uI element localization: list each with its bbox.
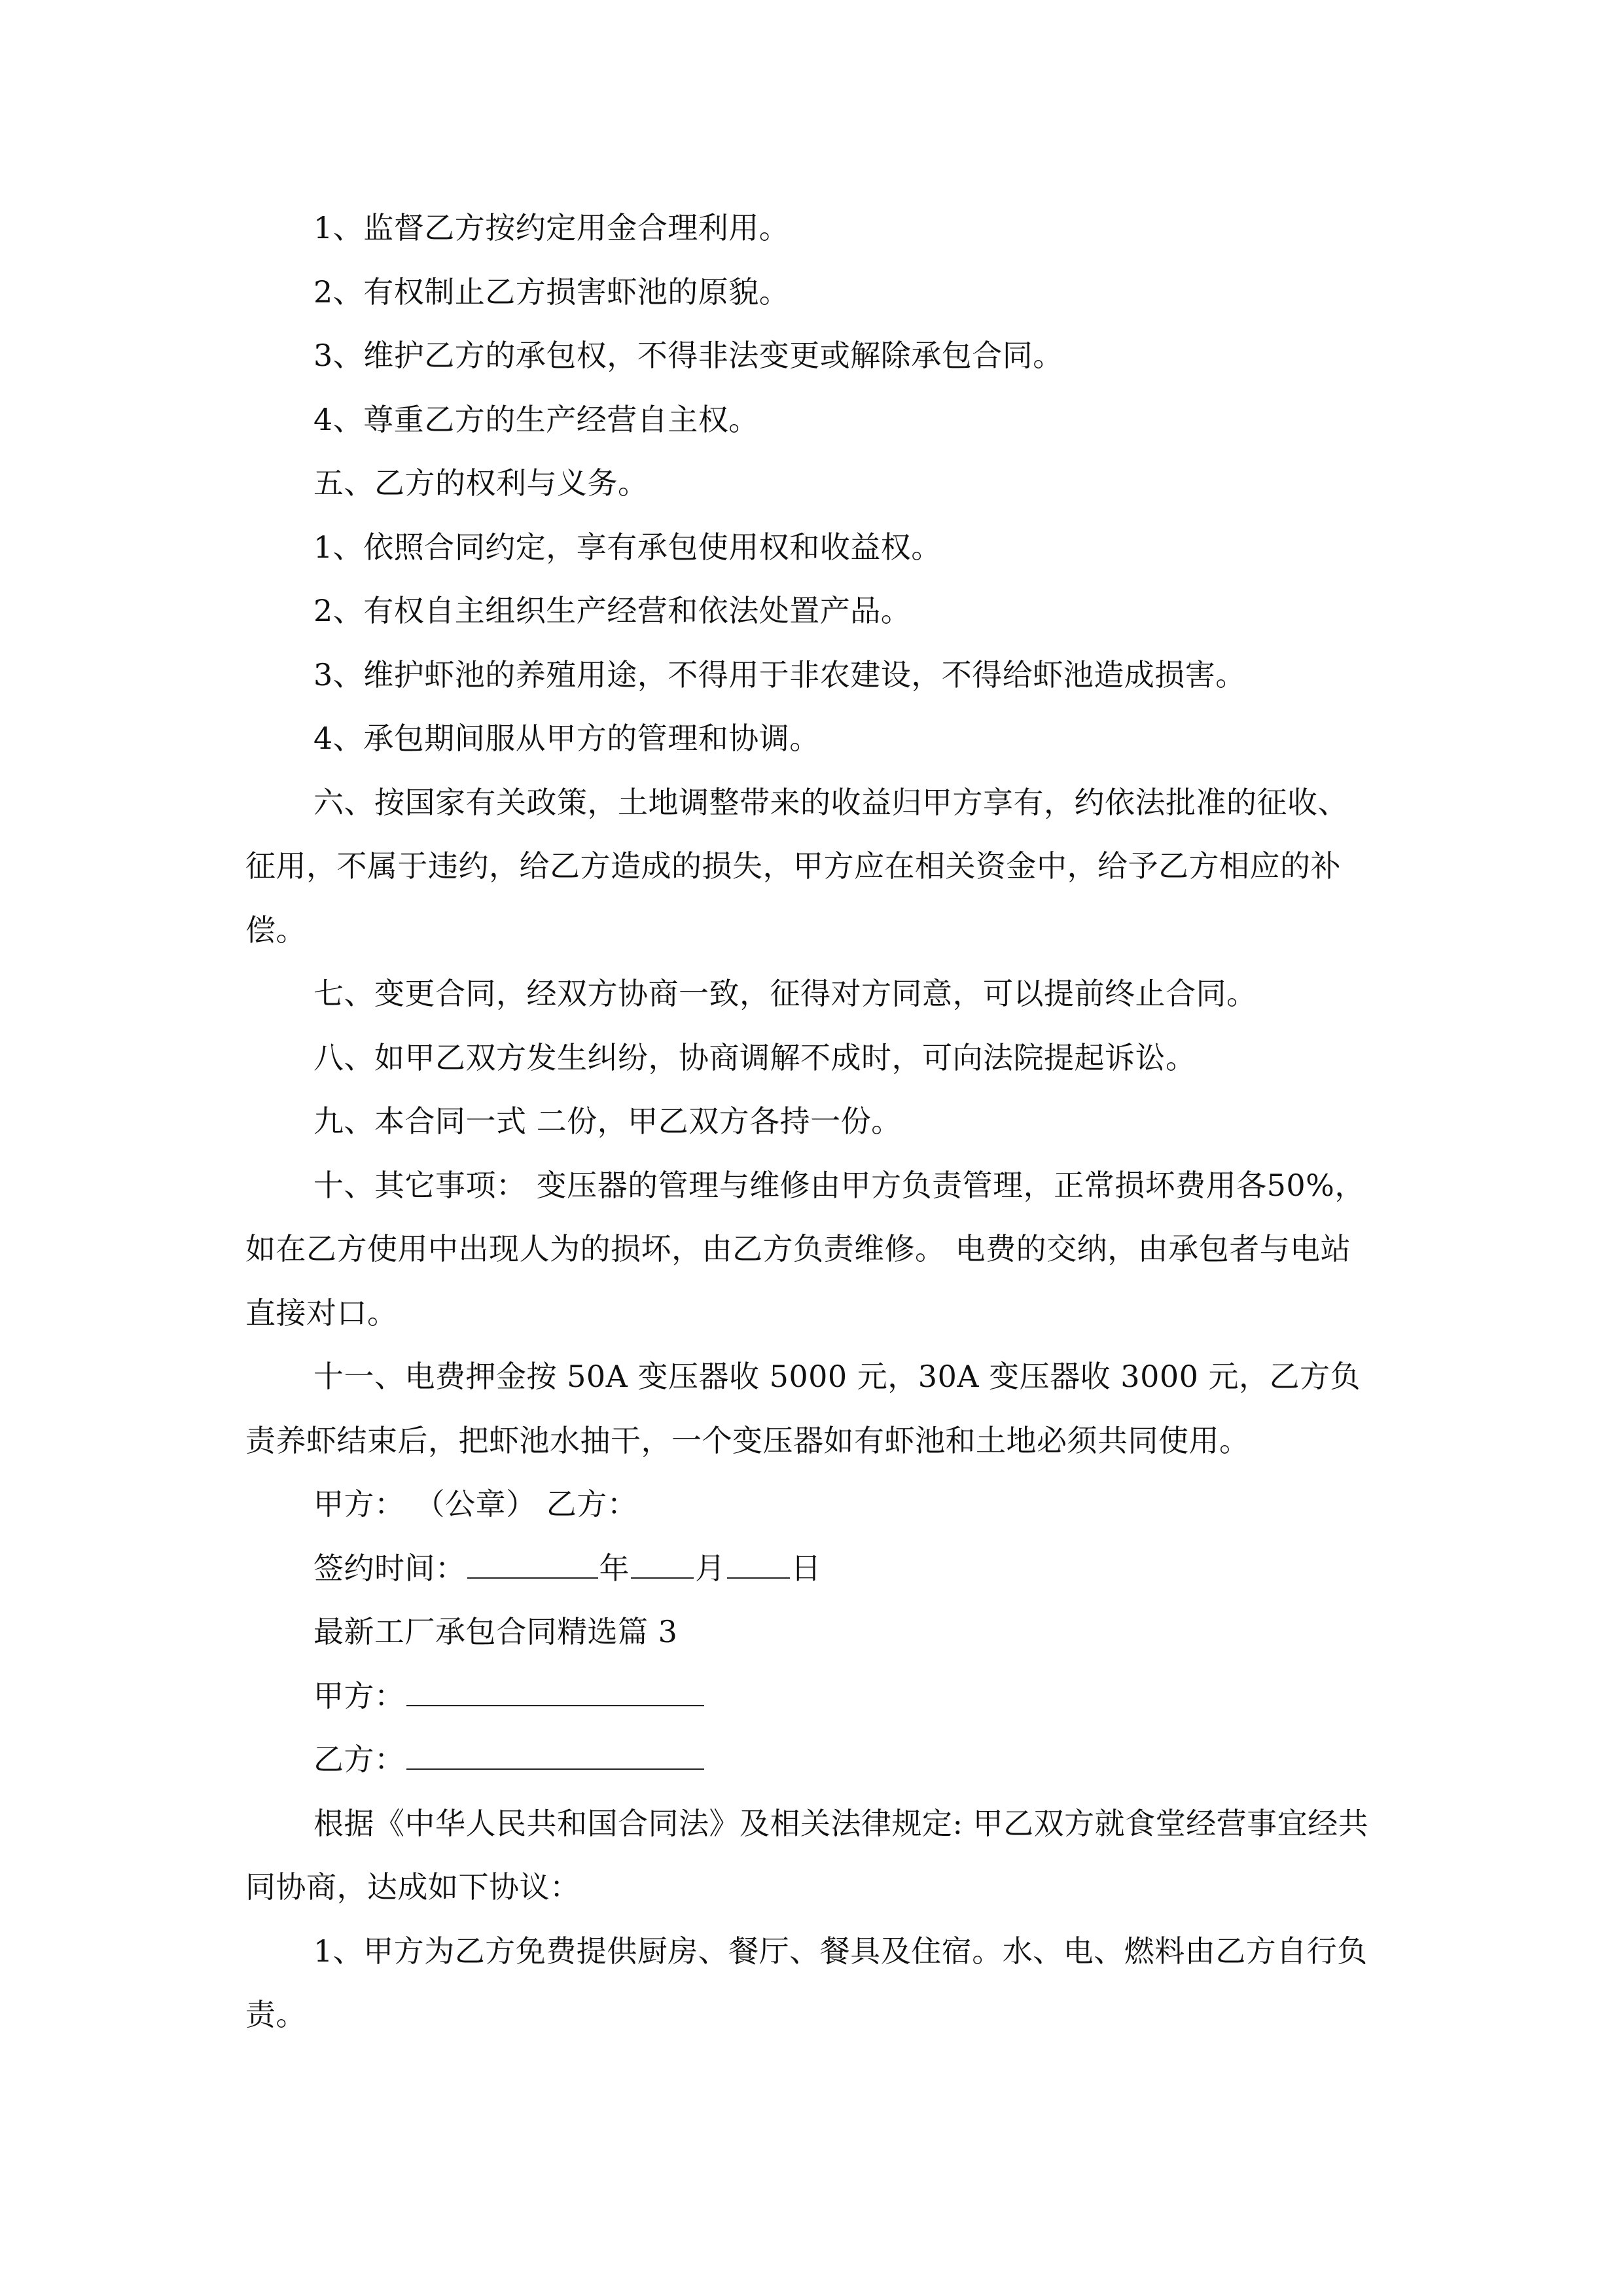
signature-line: 甲方： （公章） 乙方： xyxy=(313,1486,638,1522)
party-a-blank xyxy=(406,1675,704,1706)
document-body xyxy=(245,196,1378,2047)
clause-line: 1、监督乙方按约定用金合理利用。 xyxy=(313,210,790,245)
clause-line: 九、本合同一式 二份，甲乙双方各持一份。 xyxy=(313,1103,902,1139)
clause-paragraph: 1、甲方为乙方免费提供厨房、餐厅、餐具及住宿。水、电、燃料由乙方自行负责。 xyxy=(245,1933,1368,2032)
year-blank xyxy=(467,1547,598,1579)
party-a-label: 甲方： xyxy=(313,1677,405,1713)
party-b-line xyxy=(245,1728,1378,1792)
month-label: 月 xyxy=(695,1550,726,1586)
clause-line: 3、维护乙方的承包权，不得非法变更或解除承包合同。 xyxy=(313,338,1063,373)
clause-line: 2、有权自主组织生产经营和依法处置产品。 xyxy=(313,593,912,628)
clause-line: 七、变更合同，经双方协商一致，征得对方同意，可以提前终止合同。 xyxy=(313,976,1257,1011)
day-blank xyxy=(727,1547,790,1579)
clause-paragraph: 十一、电费押金按 50A 变压器收 5000 元，30A 变压器收 3000 元，乙方负责养虾结束后，把虾池水抽干，一个变压器如有虾池和土地必须共同使用。 xyxy=(245,1359,1361,1458)
clause-paragraph: 六、按国家有关政策，土地调整带来的收益归甲方享有，约依法批准的征收、征用，不属于违约，给乙方造成的损失，甲方应在相关资金中，给予乙方相应的补偿。 xyxy=(245,784,1348,948)
section-title: 最新工厂承包合同精选篇 3 xyxy=(313,1614,678,1649)
month-blank xyxy=(631,1547,694,1579)
sign-date-line xyxy=(245,1537,1378,1601)
clause-line: 3、维护虾池的养殖用途，不得用于非农建设，不得给虾池造成损害。 xyxy=(313,656,1246,692)
party-a-line xyxy=(245,1664,1378,1729)
clause-line: 1、依照合同约定，享有承包使用权和收益权。 xyxy=(313,529,942,565)
intro-paragraph: 根据《中华人民共和国合同法》及相关法律规定: 甲乙双方就食堂经营事宜经共同协商，达成如下协议： xyxy=(245,1805,1369,1905)
year-label: 年 xyxy=(599,1550,630,1586)
clause-line: 4、尊重乙方的生产经营自主权。 xyxy=(313,401,759,437)
party-b-blank xyxy=(406,1738,704,1770)
sign-date-label: 签约时间： xyxy=(313,1550,466,1586)
clause-line: 4、承包期间服从甲方的管理和协调。 xyxy=(313,721,820,756)
section-heading: 五、乙方的权利与义务。 xyxy=(313,465,649,501)
clause-paragraph: 十、其它事项： 变压器的管理与维修由甲方负责管理，正常损坏费用各50%，如在乙方使用中出现人为的损坏，由乙方负责维修。 电费的交纳，由承包者与电站直接对口。 xyxy=(245,1167,1365,1331)
clause-line: 2、有权制止乙方损害虾池的原貌。 xyxy=(313,274,790,310)
party-b-label: 乙方： xyxy=(313,1742,405,1777)
day-label: 日 xyxy=(791,1550,821,1586)
clause-line: 八、如甲乙双方发生纠纷，协商调解不成时，可向法院提起诉讼。 xyxy=(313,1039,1196,1075)
